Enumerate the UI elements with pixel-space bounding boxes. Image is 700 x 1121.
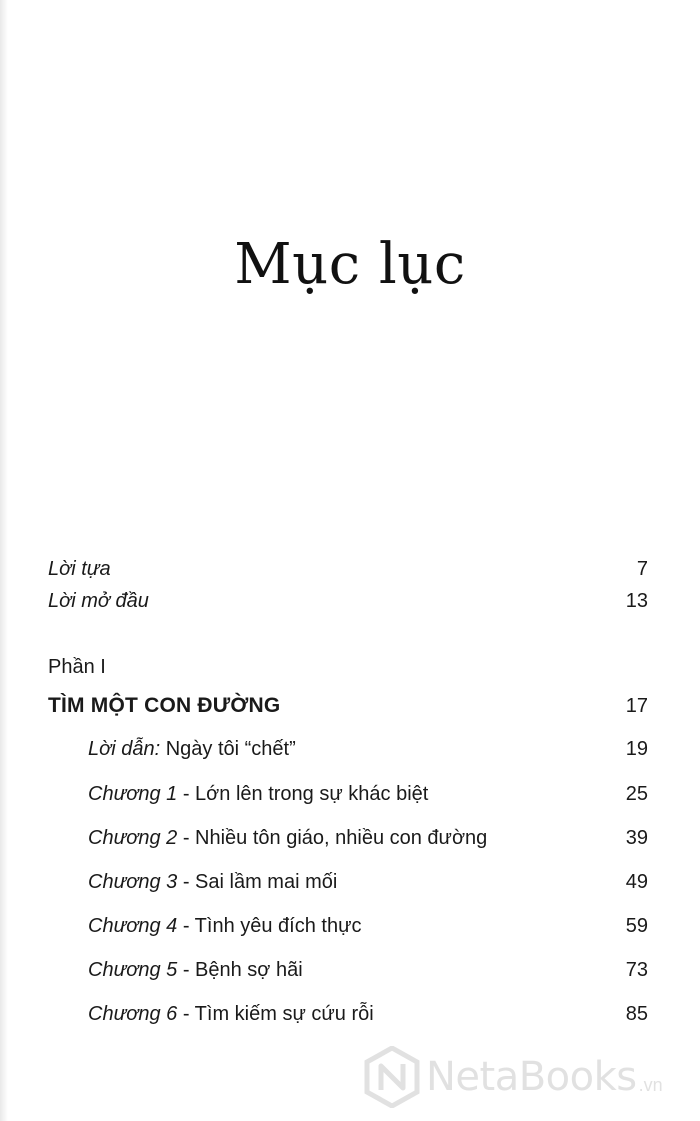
toc-entry-label (88, 1003, 374, 1026)
watermark-brand: NetaBooks (426, 1054, 637, 1100)
toc-page-number: 19 (625, 738, 648, 760)
toc-entry-text: - Nhiều tôn giáo, nhiều con đường (177, 827, 488, 849)
toc-entry-chuong-6 (88, 1003, 648, 1026)
toc-entry-text: - Lớn lên trong sự khác biệt (177, 783, 429, 805)
toc-entry-chuong-2 (88, 827, 648, 850)
toc-page-number: 59 (625, 915, 648, 937)
toc-entry-text: - Tìm kiếm sự cứu rỗi (177, 1003, 374, 1025)
toc-entry-loi-tua (48, 558, 648, 581)
toc-entry-loi-dan (88, 738, 648, 761)
toc-entry-prefix: Chương 6 (88, 1003, 178, 1025)
part-title: TÌM MỘT CON ĐƯỜNG (48, 694, 281, 717)
toc-page-number: 13 (625, 590, 648, 612)
toc-page-number: 7 (636, 558, 648, 580)
page-title: Mục lục (234, 232, 466, 297)
toc-page-number: 49 (625, 871, 648, 893)
toc-entry-prefix: Chương 4 (88, 915, 178, 937)
toc-entry-text: Ngày tôi “chết” (160, 738, 296, 760)
toc-page-number: 17 (625, 695, 648, 717)
part-label: Phần I (48, 656, 106, 678)
toc-page-number: 39 (625, 827, 648, 849)
toc-entry-text: - Tình yêu đích thực (177, 915, 362, 937)
toc-page-number: 85 (625, 1003, 648, 1025)
toc-entry-chuong-5 (88, 959, 648, 982)
toc-entry-label (88, 827, 487, 850)
toc-entry-label: Lời mở đầu (48, 590, 149, 612)
toc-entry-label (88, 959, 303, 982)
toc-entry-loi-mo-dau (48, 590, 648, 613)
toc-entry-prefix: Chương 1 (88, 783, 178, 805)
toc-page-number: 25 (625, 783, 648, 805)
toc-entry-label (88, 871, 337, 894)
toc-entry-text: - Sai lầm mai mối (177, 871, 338, 893)
toc-entry-prefix: Chương 2 (88, 827, 178, 849)
toc-entry-prefix: Chương 5 (88, 959, 178, 981)
toc-entry-chuong-3 (88, 871, 648, 894)
toc-part-heading (48, 694, 648, 718)
toc-entry-chuong-4 (88, 915, 648, 938)
netabooks-watermark (364, 1046, 694, 1108)
toc-entry-prefix: Lời dẫn: (88, 738, 161, 760)
toc-entry-label (88, 783, 428, 806)
watermark-suffix: .vn (638, 1075, 663, 1095)
toc-entry-text: - Bệnh sợ hãi (177, 959, 303, 981)
toc-entry-label (88, 915, 361, 938)
toc-page-number: 73 (625, 959, 648, 981)
toc-entry-label: Lời tựa (48, 558, 111, 580)
toc-entry-prefix: Chương 3 (88, 871, 178, 893)
toc-entry-label (88, 738, 296, 761)
toc-entry-chuong-1 (88, 783, 648, 806)
netabooks-logo-icon (364, 1046, 420, 1108)
